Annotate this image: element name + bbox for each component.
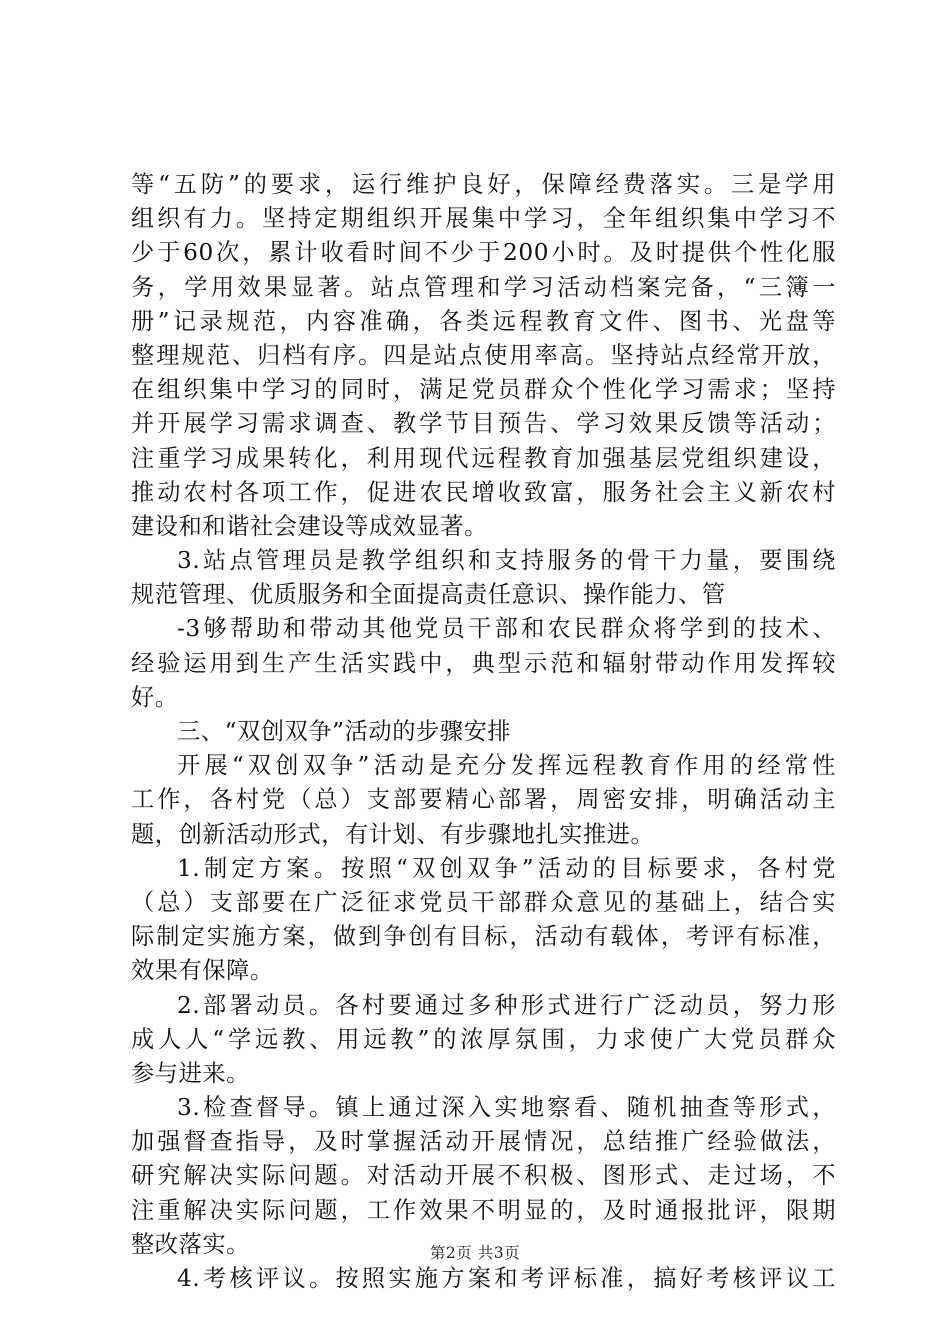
text-line: 加强督查指导，及时掌握活动开展情况，总结推广经验做法，	[131, 1128, 836, 1156]
text-line: 效果有保障。	[131, 957, 274, 985]
text-line: 1.制定方案。按照“双创双争”活动的目标要求，各村党	[177, 854, 836, 882]
text-line: 注重解决实际问题，工作效果不明显的，及时通报批评，限期	[131, 1196, 836, 1224]
text-line: 好。	[131, 683, 179, 711]
text-line: 并开展学习需求调查、教学节目预告、学习效果反馈等活动；	[131, 410, 836, 438]
text-line: 参与进来。	[131, 1059, 250, 1087]
text-line: 等“五防”的要求，运行维护良好，保障经费落实。三是学用	[131, 171, 836, 198]
text-line: 3.检查督导。镇上通过深入实地察看、随机抽查等形式，	[177, 1094, 836, 1122]
text-line: 题，创新活动形式，有计划、有步骤地扎实推进。	[131, 820, 655, 848]
text-line: -3够帮助和带动其他党员干部和农民群众将学到的技术、	[177, 615, 836, 643]
text-line: 少于60次，累计收看时间不少于200小时。及时提供个性化服	[131, 239, 836, 267]
text-line: 三、“双创双争”活动的步骤安排	[177, 718, 512, 745]
text-line: 组织有力。坚持定期组织开展集中学习，全年组织集中学习不	[131, 205, 836, 233]
text-line: 2.部署动员。各村要通过多种形式进行广泛动员，努力形	[177, 991, 836, 1019]
text-line: 际制定实施方案，做到争创有目标，活动有载体，考评有标准，	[131, 923, 836, 951]
text-line: 注重学习成果转化，利用现代远程教育加强基层党组织建设，	[131, 444, 836, 472]
text-line: 工作，各村党（总）支部要精心部署，周密安排，明确活动主	[131, 786, 836, 814]
text-line: 建设和和谐社会建设等成效显著。	[131, 512, 488, 540]
text-line: 推动农村各项工作，促进农民增收致富，服务社会主义新农村	[131, 478, 836, 506]
text-line: 开展“双创双争”活动是充分发挥远程教育作用的经常性	[177, 752, 836, 780]
text-line: 整改落实。	[131, 1230, 250, 1258]
document-body	[131, 168, 836, 1296]
text-line: 册”记录规范，内容准确，各类远程教育文件、图书、光盘等	[131, 307, 836, 335]
text-line: （总）支部要在广泛征求党员干部群众意见的基础上，结合实	[131, 888, 836, 916]
text-line: 整理规范、归档有序。四是站点使用率高。坚持站点经常开放，	[131, 341, 836, 369]
text-line: 成人人“学远教、用远教”的浓厚氛围，力求使广大党员群众	[131, 1025, 836, 1053]
text-line: 规范管理、优质服务和全面提高责任意识、操作能力、管	[131, 581, 726, 609]
page-footer: 第2页 共3页	[429, 1244, 521, 1262]
text-line: 研究解决实际问题。对活动开展不积极、图形式、走过场，不	[131, 1162, 836, 1190]
text-line: 3.站点管理员是教学组织和支持服务的骨干力量，要围绕	[177, 547, 836, 575]
text-line: 4.考核评议。按照实施方案和考评标准，搞好考核评议工	[177, 1265, 836, 1292]
text-line: 务，学用效果显著。站点管理和学习活动档案完备，“三簿一	[131, 273, 836, 301]
text-line: 经验运用到生产生活实践中，典型示范和辐射带动作用发挥较	[131, 649, 836, 677]
text-line: 在组织集中学习的同时，满足党员群众个性化学习需求；坚持	[131, 376, 836, 404]
